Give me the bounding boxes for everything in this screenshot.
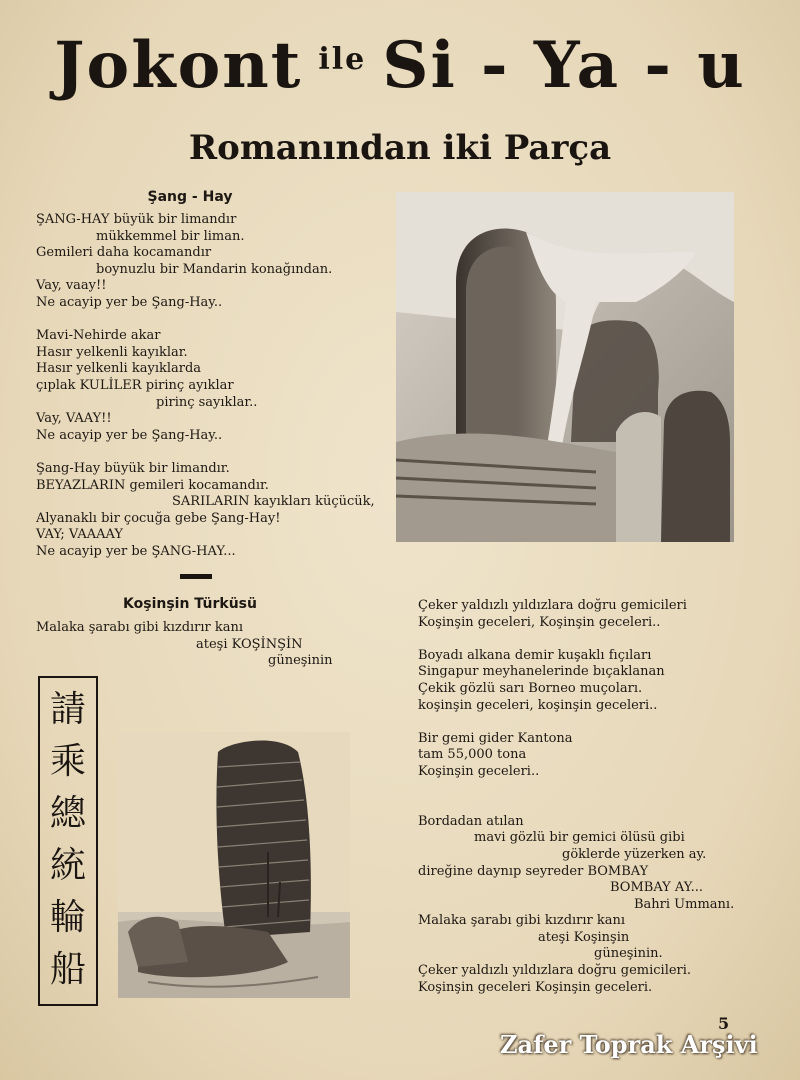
poem-line: Çeker yaldızlı yıldızlara doğru gemicileri — [418, 598, 687, 613]
poem-line: Koşinşin geceleri.. — [418, 763, 540, 779]
poem-line: Vay, VAAY!! — [36, 411, 112, 427]
poem-line: Mavi-Nehirde akar — [36, 328, 161, 344]
poem-line: VAY; VAAAAY — [36, 527, 123, 543]
architecture-photo — [396, 192, 734, 542]
page-title — [0, 28, 800, 103]
poem-line: Bahri Ummanı. — [634, 896, 735, 912]
poem-line: Hasır yelkenli kayıklar. — [36, 344, 188, 360]
title-ile: ile — [318, 42, 367, 77]
poem-line: Ne acayip yer be Şang-Hay.. — [36, 294, 223, 310]
section2-poem-right — [418, 598, 734, 996]
title-part1: Jokont — [54, 28, 303, 103]
poem-line: koşinşin geceleri, koşinşin geceleri.. — [418, 697, 658, 713]
poem-line: Alyanaklı bir çocuğa gebe Şang-Hay! — [36, 510, 281, 526]
poem-line: Koşinşin geceleri, Koşinşin geceleri.. — [418, 614, 661, 630]
poem-line: direğine daynıp seyreder BOMBAY — [418, 863, 649, 879]
poem-line: Şang-Hay büyük bir limandır. — [36, 460, 230, 476]
archive-watermark: Zafer Toprak Arşivi — [500, 1030, 758, 1059]
poem-line: güneşinin — [268, 653, 333, 669]
section1-poem — [36, 212, 375, 560]
poem-line: Bir gemi gider Kantona — [418, 730, 573, 746]
page-number: 5 — [718, 1014, 730, 1033]
chinese-character: 請 — [49, 689, 86, 730]
section2-poem-left — [36, 620, 333, 670]
poem-line: BEYAZLARIN gemileri kocamandır. — [36, 477, 269, 493]
poem-line: Gemileri daha kocamandır — [36, 245, 212, 261]
poem-line: Hasır yelkenli kayıklarda — [36, 361, 202, 377]
poem-line: Ne acayip yer be Şang-Hay.. — [36, 427, 223, 443]
poem-line: boynuzlu bir Mandarin konağından. — [96, 261, 333, 277]
poem-line: mükkemmel bir liman. — [96, 228, 245, 244]
chinese-character: 乘 — [49, 741, 86, 782]
stanza-gap — [418, 631, 734, 648]
poem-line: SARILARIN kayıkları küçücük, — [172, 494, 375, 510]
section1-title: Şang - Hay — [147, 189, 233, 205]
poem-line: göklerde yüzerken ay. — [562, 846, 707, 862]
page-subtitle: Romanından iki Parça — [188, 128, 612, 168]
junk-ship-illustration — [118, 732, 350, 998]
chinese-character: 統 — [49, 845, 86, 886]
poem-line: Malaka şarabı gibi kızdırır kanı — [418, 913, 626, 929]
poem-line: Koşinşin geceleri Koşinşin geceleri. — [418, 979, 653, 995]
poem-line: pirinç sayıklar.. — [156, 394, 258, 410]
poem-line: Singapur meyhanelerinde bıçaklanan — [418, 664, 665, 680]
poem-line: Malaka şarabı gibi kızdırır kanı — [36, 620, 244, 635]
poem-line: çıplak KULİLER pirinç ayıklar — [36, 377, 234, 393]
chinese-character: 總 — [49, 793, 86, 834]
stanza-gap — [418, 714, 734, 731]
poem-line: tam 55,000 tona — [418, 747, 527, 763]
stanza-gap — [418, 797, 734, 814]
chinese-characters-box — [38, 676, 98, 1006]
poem-line: Ne acayip yer be ŞANG-HAY... — [36, 543, 236, 559]
poem-line: Boyadı alkana demir kuşaklı fıçıları — [418, 647, 652, 663]
poem-line: ateşi Koşinşin — [538, 929, 630, 945]
stanza-gap — [418, 781, 734, 798]
stanza-gap — [36, 312, 375, 329]
section-divider — [180, 574, 212, 579]
poem-line: BOMBAY AY... — [610, 880, 704, 896]
poem-line: mavi gözlü bir gemici ölüsü gibi — [474, 830, 685, 846]
title-part2: Si - Ya - u — [382, 28, 746, 103]
stanza-gap — [36, 444, 375, 461]
poem-line: Çekik gözlü sarı Borneo muçoları. — [418, 680, 643, 696]
poem-line: ŞANG-HAY büyük bir limandır — [36, 212, 237, 227]
chinese-character: 船 — [49, 949, 86, 990]
poem-line: güneşinin. — [594, 946, 663, 962]
chinese-character: 輪 — [49, 897, 86, 938]
poem-line: Bordadan atılan — [418, 813, 524, 829]
poem-line: Çeker yaldızlı yıldızlara doğru gemicileri. — [418, 963, 692, 979]
poem-line: ateşi KOŞİNŞİN — [196, 636, 303, 652]
poem-line: Vay, vaay!! — [36, 278, 107, 294]
section2-title: Koşinşin Türküsü — [123, 596, 257, 612]
